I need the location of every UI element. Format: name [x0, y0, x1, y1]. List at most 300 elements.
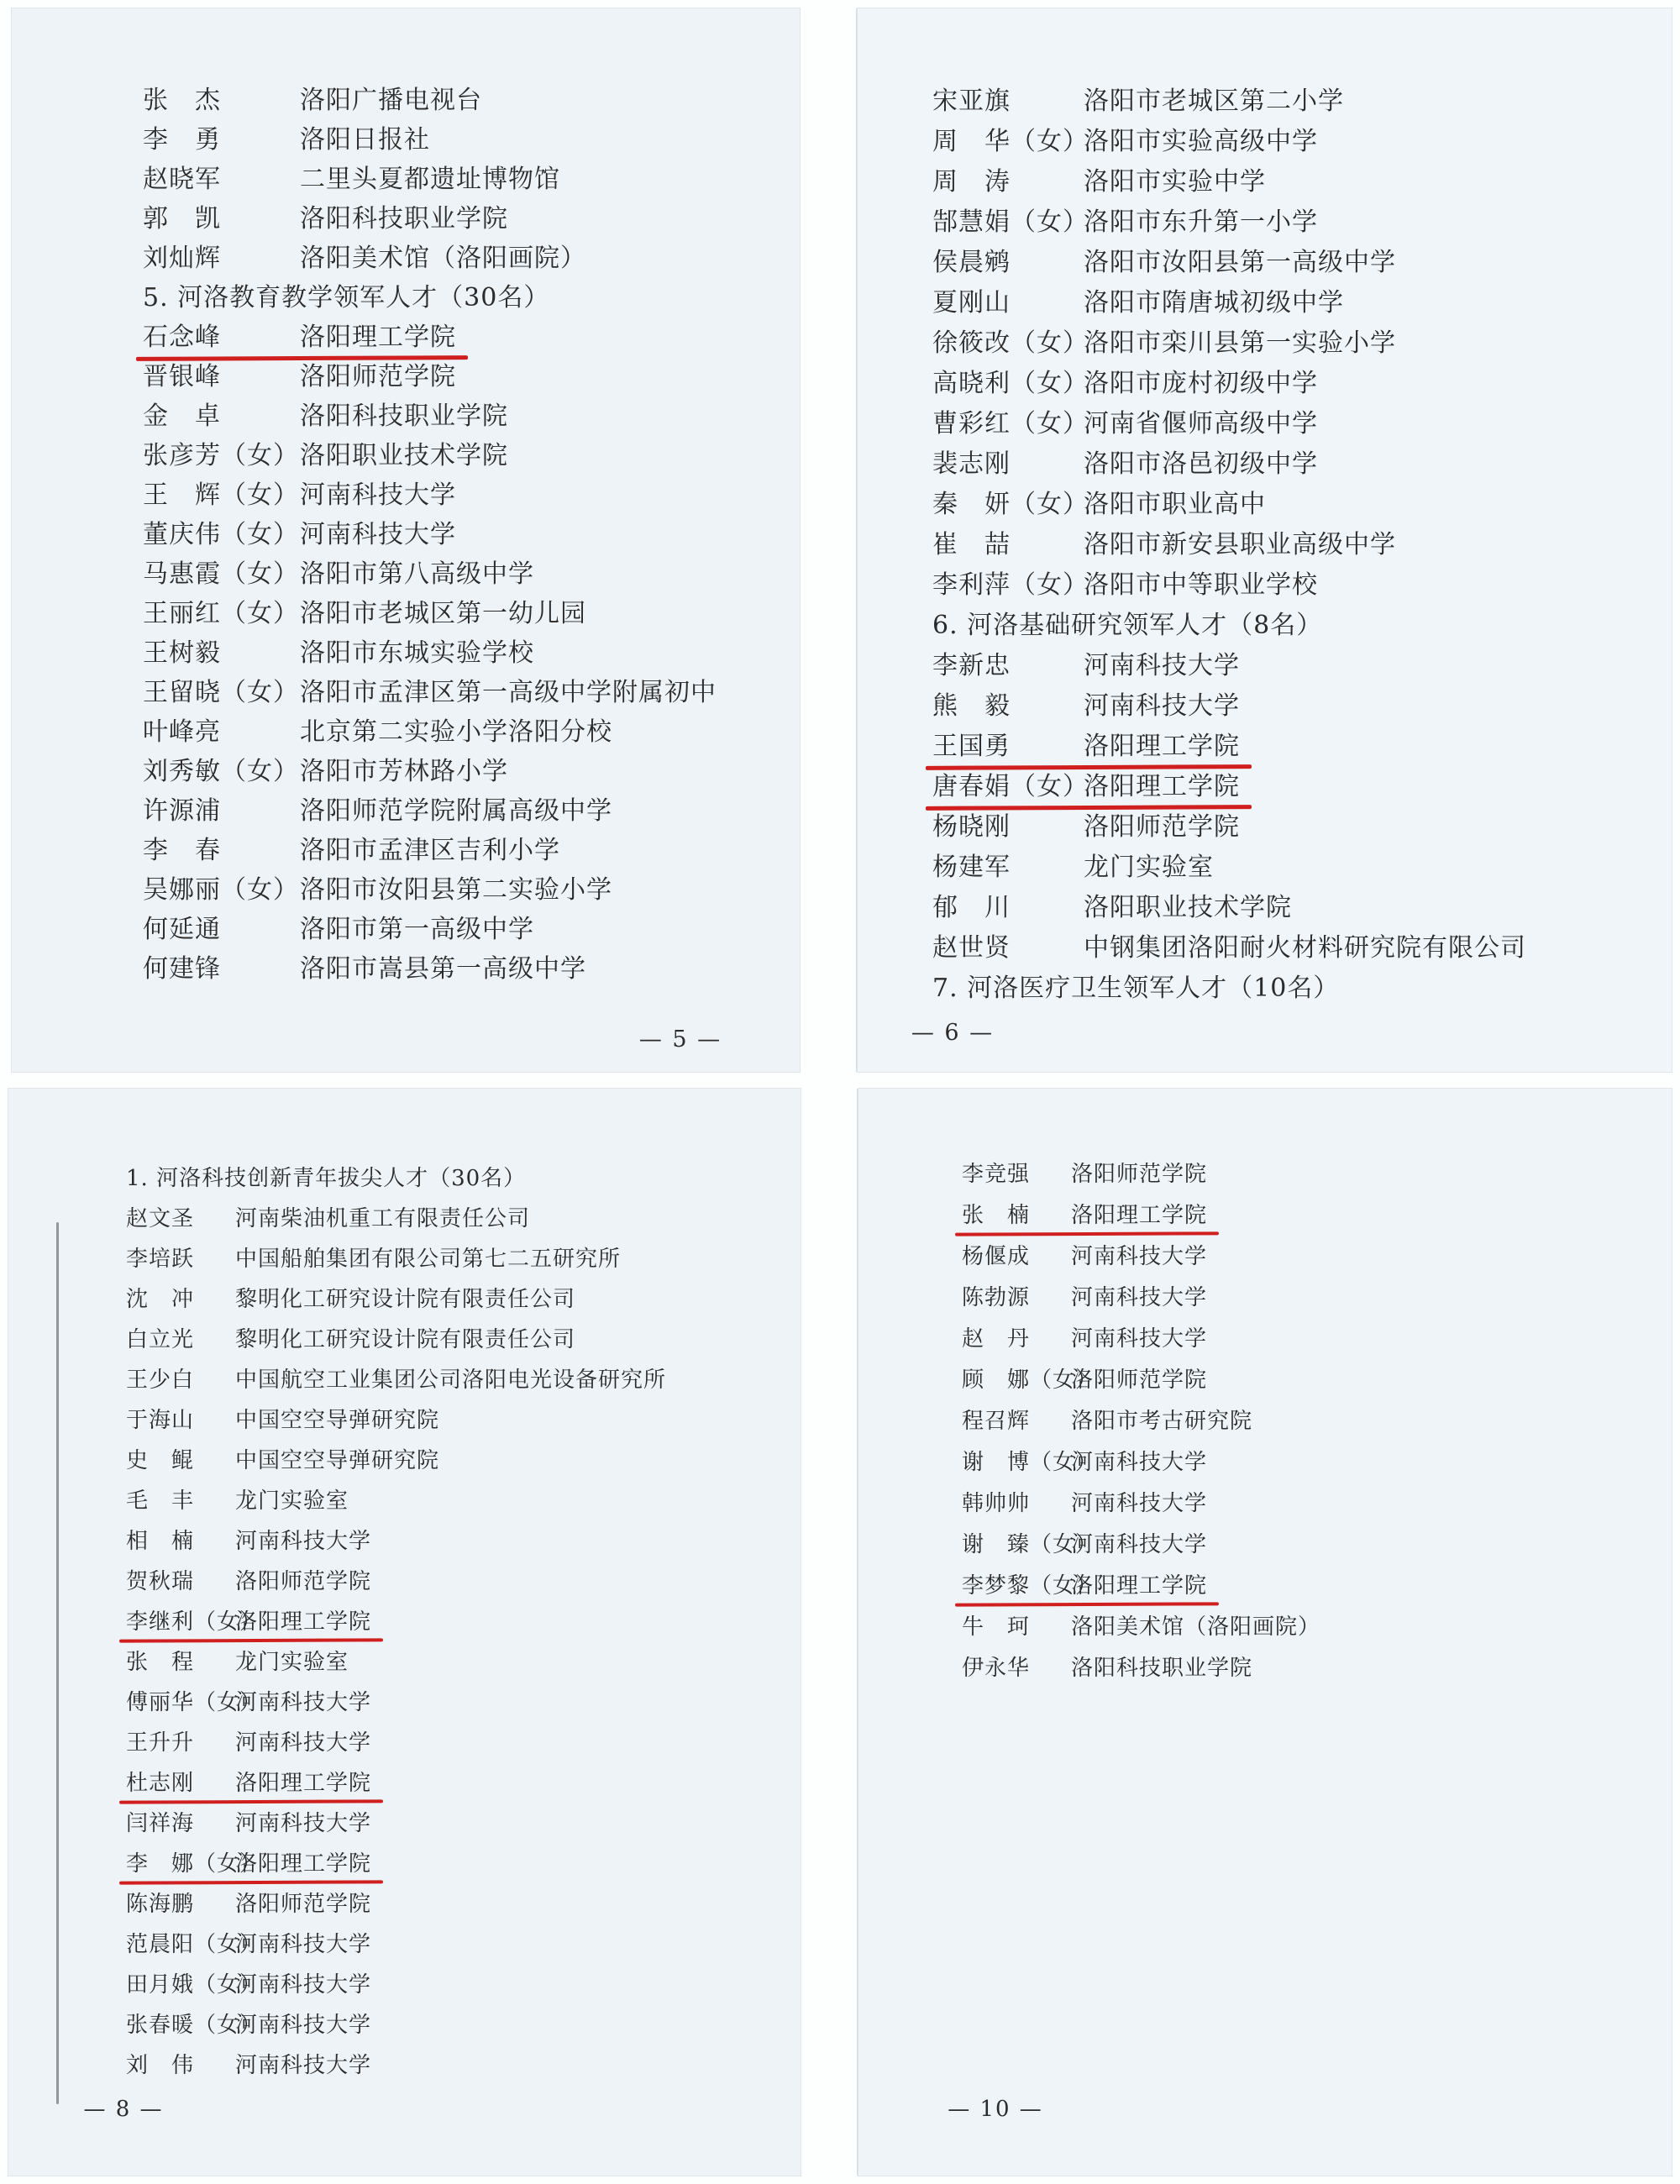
person-row-inner [932, 160, 1266, 197]
person-organization: 洛阳市新安县职业高级中学 [1084, 530, 1396, 559]
person-organization: 河南科技大学 [1084, 691, 1240, 721]
person-row-inner [126, 1725, 371, 1756]
person-row [962, 1481, 1320, 1522]
person-organization: 河南科技大学 [1071, 1491, 1208, 1516]
person-row-inner [932, 443, 1318, 480]
person-row-inner [126, 1362, 666, 1394]
page-10-rows [962, 1152, 1320, 1687]
person-name: 郭 凯 [143, 203, 221, 234]
person-row [143, 156, 717, 196]
person-organization: 洛阳师范学院 [235, 1891, 372, 1917]
person-name: 杨偃成 [962, 1244, 1031, 1269]
person-row-inner [932, 80, 1344, 117]
person-row [932, 159, 1526, 199]
person-row-inner [126, 1403, 439, 1434]
person-row-inner [932, 322, 1396, 359]
person-row-inner [932, 241, 1396, 278]
person-row-highlighted [962, 1563, 1320, 1604]
person-organization: 洛阳理工学院 [235, 1770, 372, 1796]
person-row [143, 630, 717, 669]
person-name: 刘灿辉 [143, 243, 221, 273]
person-row-inner [932, 564, 1318, 601]
person-name: 李培跃 [126, 1246, 195, 1272]
person-name: 马惠霞（女） [143, 559, 299, 589]
person-organization: 洛阳市第一高级中学 [300, 914, 534, 944]
person-name: 周 华（女） [932, 127, 1089, 156]
person-row-highlighted [143, 314, 717, 354]
person-organization: 河南科技大学 [300, 519, 456, 549]
person-row-inner [932, 846, 1214, 883]
person-name: 李继利（女） [126, 1609, 263, 1635]
person-organization: 洛阳市东城实验学校 [300, 638, 534, 668]
page-number-10: — 10 — [948, 2097, 1043, 2122]
person-row [126, 1236, 666, 1277]
person-row [143, 77, 717, 117]
person-name: 毛 丰 [126, 1488, 195, 1514]
person-row-inner [126, 1766, 371, 1797]
person-row-inner [932, 806, 1240, 843]
person-organization: 洛阳理工学院 [235, 1609, 372, 1635]
person-row-inner [962, 1198, 1207, 1229]
person-row [143, 867, 717, 906]
person-row [962, 1234, 1320, 1275]
person-name: 张 楠 [962, 1203, 1031, 1228]
page-number-6: — 6 — [911, 1020, 995, 1046]
person-name: 赵 丹 [962, 1326, 1031, 1352]
person-name: 王树毅 [143, 638, 221, 668]
person-row-inner [932, 644, 1240, 681]
person-row-inner [126, 1483, 349, 1515]
page-seam-top [856, 8, 857, 1072]
person-name: 董庆伟（女） [143, 519, 299, 549]
person-row [143, 709, 717, 748]
person-organization: 洛阳市实验中学 [1084, 167, 1266, 197]
person-row-inner [962, 1280, 1207, 1311]
person-row [143, 788, 717, 827]
person-name: 王少白 [126, 1367, 195, 1393]
person-row [932, 78, 1526, 118]
person-row [143, 827, 717, 867]
person-row-inner [932, 886, 1292, 923]
person-row [962, 1357, 1320, 1399]
person-name: 王 辉（女） [143, 480, 299, 510]
person-organization: 洛阳市老城区第一幼儿园 [300, 598, 586, 628]
person-row [126, 1438, 666, 1478]
person-row-inner [962, 1527, 1207, 1558]
person-row-inner [143, 316, 456, 353]
person-row [932, 804, 1526, 844]
person-name: 郁 川 [932, 893, 1011, 922]
person-name: 贺秋瑞 [126, 1568, 195, 1594]
person-name: 白立光 [126, 1326, 195, 1352]
person-organization: 洛阳市职业高中 [1084, 490, 1266, 519]
person-row-inner [126, 1322, 575, 1353]
person-row-highlighted [932, 723, 1526, 764]
person-row-inner [126, 1967, 371, 1998]
person-name: 伊永华 [962, 1656, 1031, 1681]
person-row-inner [143, 632, 534, 669]
person-row [126, 1720, 666, 1761]
person-row-inner [962, 1321, 1207, 1352]
person-organization: 洛阳美术馆（洛阳画院） [300, 243, 586, 273]
person-organization: 洛阳师范学院附属高级中学 [300, 795, 612, 826]
person-organization: 洛阳师范学院 [1071, 1162, 1208, 1187]
person-organization: 河南科技大学 [235, 1931, 372, 1957]
person-row-inner [962, 1486, 1207, 1517]
person-organization: 河南科技大学 [1071, 1285, 1208, 1310]
person-organization: 洛阳市汝阳县第一高级中学 [1084, 248, 1396, 277]
person-name: 李 勇 [143, 124, 221, 155]
person-name: 张春暖（女） [126, 2012, 263, 2038]
person-organization: 洛阳理工学院 [1084, 732, 1240, 761]
person-organization: 洛阳市第八高级中学 [300, 559, 534, 589]
person-name: 许源浦 [143, 795, 221, 826]
person-organization: 洛阳市芳林路小学 [300, 756, 508, 786]
person-row [932, 199, 1526, 239]
section-heading: 5. 河洛教育教学领军人才（30名） [143, 282, 550, 312]
page-5-rows [143, 77, 717, 985]
person-organization: 河南科技大学 [235, 1528, 372, 1554]
person-organization: 黎明化工研究设计院有限责任公司 [235, 1286, 576, 1312]
person-row [126, 1277, 666, 1317]
person-organization: 河南科技大学 [235, 1730, 372, 1756]
person-organization: 洛阳美术馆（洛阳画院） [1071, 1614, 1321, 1640]
page-6-rows [932, 78, 1526, 1005]
person-name: 杨晓刚 [932, 812, 1011, 842]
person-row [143, 512, 717, 551]
person-name: 熊 毅 [932, 691, 1011, 721]
person-name: 王国勇 [932, 732, 1011, 761]
person-organization: 黎明化工研究设计院有限责任公司 [235, 1326, 576, 1352]
person-name: 郜慧娟（女） [932, 207, 1089, 237]
person-row [932, 280, 1526, 320]
person-row-inner [143, 671, 717, 708]
person-row-inner [126, 1604, 371, 1635]
person-name: 李竞强 [962, 1162, 1031, 1187]
person-row-inner [126, 1201, 530, 1232]
person-name: 金 卓 [143, 401, 221, 431]
person-organization: 北京第二实验小学洛阳分校 [300, 717, 612, 747]
person-name: 韩帅帅 [962, 1491, 1031, 1516]
person-name: 陈海鹏 [126, 1891, 195, 1917]
person-organization: 洛阳师范学院 [300, 361, 456, 391]
person-row-inner [143, 79, 482, 116]
person-name: 杜志刚 [126, 1770, 195, 1796]
person-row [962, 1152, 1320, 1193]
person-row-inner [962, 1651, 1252, 1682]
person-row [126, 1922, 666, 1962]
person-row [143, 591, 717, 630]
person-row [932, 925, 1526, 965]
person-row [143, 196, 717, 235]
person-row-inner [143, 553, 534, 590]
person-organization: 洛阳市中等职业学校 [1084, 570, 1318, 600]
person-row [143, 551, 717, 591]
person-row [126, 1317, 666, 1357]
person-row-inner [126, 1524, 371, 1555]
section-heading: 7. 河洛医疗卫生领军人才（10名） [932, 974, 1340, 1003]
person-row [126, 1680, 666, 1720]
person-name: 相 楠 [126, 1528, 195, 1554]
person-organization: 中国航空工业集团公司洛阳电光设备研究所 [235, 1367, 667, 1393]
person-organization: 中国空空导弹研究院 [235, 1447, 440, 1473]
person-organization: 二里头夏都遗址博物馆 [300, 164, 560, 194]
person-row-inner [962, 1362, 1207, 1394]
person-row-inner [143, 197, 508, 234]
person-row-inner [143, 829, 560, 866]
person-row [143, 472, 717, 512]
person-row-inner [932, 120, 1318, 157]
person-organization: 洛阳理工学院 [1084, 772, 1240, 801]
person-row-inner [126, 1242, 621, 1273]
person-organization: 洛阳科技职业学院 [300, 203, 508, 234]
person-organization: 龙门实验室 [1084, 853, 1214, 882]
page-seam-bottom [857, 1089, 858, 2176]
person-name: 高晓利（女） [932, 369, 1089, 398]
person-name: 牛 珂 [962, 1614, 1031, 1640]
person-name: 徐筱改（女） [932, 328, 1089, 358]
person-row [932, 360, 1526, 401]
person-organization: 洛阳市考古研究院 [1071, 1409, 1253, 1434]
person-row [126, 1640, 666, 1680]
person-row-highlighted [932, 764, 1526, 804]
person-name: 周 涛 [932, 167, 1011, 197]
person-row [143, 946, 717, 985]
person-row [126, 1519, 666, 1559]
person-name: 闫祥海 [126, 1810, 195, 1836]
scan-edge-artifact [56, 1222, 59, 2104]
person-row [962, 1399, 1320, 1440]
person-row [126, 1478, 666, 1519]
person-row [143, 669, 717, 709]
person-organization: 洛阳广播电视台 [300, 85, 482, 115]
person-row [962, 1275, 1320, 1316]
person-organization: 洛阳市庞村初级中学 [1084, 369, 1318, 398]
person-row [932, 481, 1526, 522]
person-row-inner [962, 1568, 1207, 1599]
person-row-inner [932, 281, 1344, 318]
person-name: 陈勃源 [962, 1285, 1031, 1310]
person-name: 唐春娟（女） [932, 772, 1089, 801]
person-row-inner [126, 1846, 371, 1877]
person-name: 田月娥（女） [126, 1971, 263, 1998]
person-row-inner [143, 237, 586, 274]
person-name: 李梦黎（女） [962, 1573, 1099, 1599]
person-organization: 洛阳师范学院 [1071, 1368, 1208, 1393]
person-organization: 河南科技大学 [235, 1689, 372, 1715]
person-name: 王留晓（女） [143, 677, 299, 707]
person-row-inner [932, 685, 1240, 722]
scanned-page-10 [858, 1089, 1672, 2176]
person-organization: 洛阳职业技术学院 [1084, 893, 1292, 922]
person-row [143, 433, 717, 472]
person-name: 崔 喆 [932, 530, 1011, 559]
person-row-inner [143, 395, 508, 432]
person-name: 宋亚旗 [932, 87, 1011, 116]
person-row-inner [143, 869, 612, 906]
person-name: 王丽红（女） [143, 598, 299, 628]
person-row-inner [143, 750, 508, 787]
person-row-inner [126, 1685, 371, 1716]
person-row-highlighted [126, 1841, 666, 1882]
person-organization: 河南省偃师高级中学 [1084, 409, 1318, 438]
person-row [932, 522, 1526, 562]
person-row-inner [962, 1157, 1207, 1188]
person-organization: 洛阳科技职业学院 [300, 401, 508, 431]
person-organization: 洛阳日报社 [300, 124, 430, 155]
person-organization: 河南科技大学 [235, 1971, 372, 1998]
person-row [932, 401, 1526, 441]
person-organization: 龙门实验室 [235, 1649, 349, 1675]
person-row-inner [932, 201, 1318, 238]
person-name: 叶峰亮 [143, 717, 221, 747]
person-name: 吴娜丽（女） [143, 874, 299, 905]
person-organization: 洛阳科技职业学院 [1071, 1656, 1253, 1681]
person-row [126, 1196, 666, 1236]
person-name: 刘 伟 [126, 2052, 195, 2078]
person-row-inner [143, 711, 612, 748]
person-row-inner [932, 483, 1266, 520]
person-name: 何建锋 [143, 953, 221, 984]
person-name: 秦 妍（女） [932, 490, 1089, 519]
person-name: 李新忠 [932, 651, 1011, 680]
person-name: 张彦芳（女） [143, 440, 299, 470]
person-row-inner [962, 1609, 1320, 1641]
person-row-inner [962, 1445, 1207, 1476]
person-name: 顾 娜（女） [962, 1368, 1099, 1393]
section-heading: 6. 河洛基础研究领军人才（8名） [932, 611, 1323, 640]
person-name: 晋银峰 [143, 361, 221, 391]
person-row-inner [126, 2008, 371, 2039]
person-row [143, 393, 717, 433]
person-organization: 河南科技大学 [1071, 1326, 1208, 1352]
person-organization: 河南科技大学 [1071, 1450, 1208, 1475]
person-organization: 洛阳市孟津区第一高级中学附属初中 [300, 677, 717, 707]
person-row-inner [143, 434, 508, 471]
person-row-inner [932, 362, 1318, 399]
person-row-inner [143, 513, 456, 550]
person-name: 赵文圣 [126, 1205, 195, 1231]
person-row [143, 354, 717, 393]
person-name: 王升升 [126, 1730, 195, 1756]
person-row-inner [932, 927, 1526, 963]
person-row [126, 2043, 666, 2083]
person-organization: 洛阳师范学院 [235, 1568, 372, 1594]
person-row [126, 1559, 666, 1599]
page-8-rows [126, 1156, 666, 2083]
person-name: 裴志刚 [932, 449, 1011, 479]
person-name: 夏刚山 [932, 288, 1011, 318]
person-organization: 洛阳理工学院 [1071, 1573, 1208, 1599]
person-row [932, 844, 1526, 885]
person-organization: 洛阳市汝阳县第二实验小学 [300, 874, 612, 905]
person-name: 程召辉 [962, 1409, 1031, 1434]
person-row [126, 1801, 666, 1841]
person-name: 赵晓军 [143, 164, 221, 194]
person-organization: 河南科技大学 [235, 2012, 372, 2038]
person-row [962, 1522, 1320, 1563]
person-row [962, 1604, 1320, 1646]
person-row [143, 235, 717, 275]
person-row [143, 748, 717, 788]
person-row [932, 118, 1526, 159]
person-row [126, 1398, 666, 1438]
person-name: 李 娜（女） [126, 1851, 263, 1877]
person-organization: 河南科技大学 [235, 1810, 372, 1836]
person-row-highlighted [126, 1761, 666, 1801]
person-name: 张 程 [126, 1649, 195, 1675]
person-name: 范晨阳（女） [126, 1931, 263, 1957]
person-row [932, 885, 1526, 925]
person-name: 李利萍（女） [932, 570, 1089, 600]
person-name: 曹彩红（女） [932, 409, 1089, 438]
person-row-inner [126, 1645, 349, 1676]
person-row-inner [126, 2048, 371, 2079]
person-organization: 中钢集团洛阳耐火材料研究院有限公司 [1084, 933, 1526, 963]
person-organization: 中国船舶集团有限公司第七二五研究所 [235, 1246, 622, 1272]
person-name: 李 春 [143, 835, 221, 865]
person-row [932, 562, 1526, 602]
person-organization: 洛阳市实验高级中学 [1084, 127, 1318, 156]
person-organization: 洛阳市东升第一小学 [1084, 207, 1318, 237]
person-row [962, 1440, 1320, 1481]
page-number-8: — 8 — [83, 2097, 164, 2122]
person-row-inner [126, 1806, 371, 1837]
person-name: 赵世贤 [932, 933, 1011, 963]
person-row-inner [143, 118, 430, 155]
person-organization: 河南科技大学 [300, 480, 456, 510]
person-organization: 洛阳市孟津区吉利小学 [300, 835, 560, 865]
person-row [932, 441, 1526, 481]
section-heading: 1. 河洛科技创新青年拔尖人才（30名） [126, 1165, 527, 1191]
person-row-inner [932, 725, 1240, 762]
person-organization: 洛阳市嵩县第一高级中学 [300, 953, 586, 984]
person-name: 沈 冲 [126, 1286, 195, 1312]
person-organization: 龙门实验室 [235, 1488, 349, 1514]
person-row-highlighted [126, 1599, 666, 1640]
person-row [932, 320, 1526, 360]
person-row-inner [143, 592, 586, 629]
person-name: 傅丽华（女） [126, 1689, 263, 1715]
person-row [932, 239, 1526, 280]
person-row-inner [962, 1404, 1252, 1435]
person-organization: 洛阳市栾川县第一实验小学 [1084, 328, 1396, 358]
person-row-inner [932, 523, 1396, 560]
person-row [126, 1357, 666, 1398]
person-organization: 中国空空导弹研究院 [235, 1407, 440, 1433]
person-organization: 洛阳市洛邑初级中学 [1084, 449, 1318, 479]
person-organization: 洛阳职业技术学院 [300, 440, 508, 470]
person-row-inner [143, 158, 560, 195]
person-organization: 河南科技大学 [1084, 651, 1240, 680]
scanned-page-5 [12, 8, 800, 1072]
person-row-inner [126, 1282, 575, 1313]
person-name: 史 鲲 [126, 1447, 195, 1473]
person-row-inner [143, 908, 534, 945]
person-organization: 洛阳市隋唐城初级中学 [1084, 288, 1344, 318]
person-row [932, 643, 1526, 683]
person-organization: 河南科技大学 [1071, 1244, 1208, 1269]
person-row-inner [126, 1927, 371, 1958]
person-row [143, 906, 717, 946]
person-organization: 洛阳市老城区第二小学 [1084, 87, 1344, 116]
person-row-inner [932, 765, 1240, 802]
person-row [962, 1316, 1320, 1357]
page-number-5: — 5 — [638, 1026, 722, 1053]
person-organization: 河南科技大学 [235, 2052, 372, 2078]
person-row-inner [126, 1887, 371, 1918]
person-row [126, 1882, 666, 1922]
